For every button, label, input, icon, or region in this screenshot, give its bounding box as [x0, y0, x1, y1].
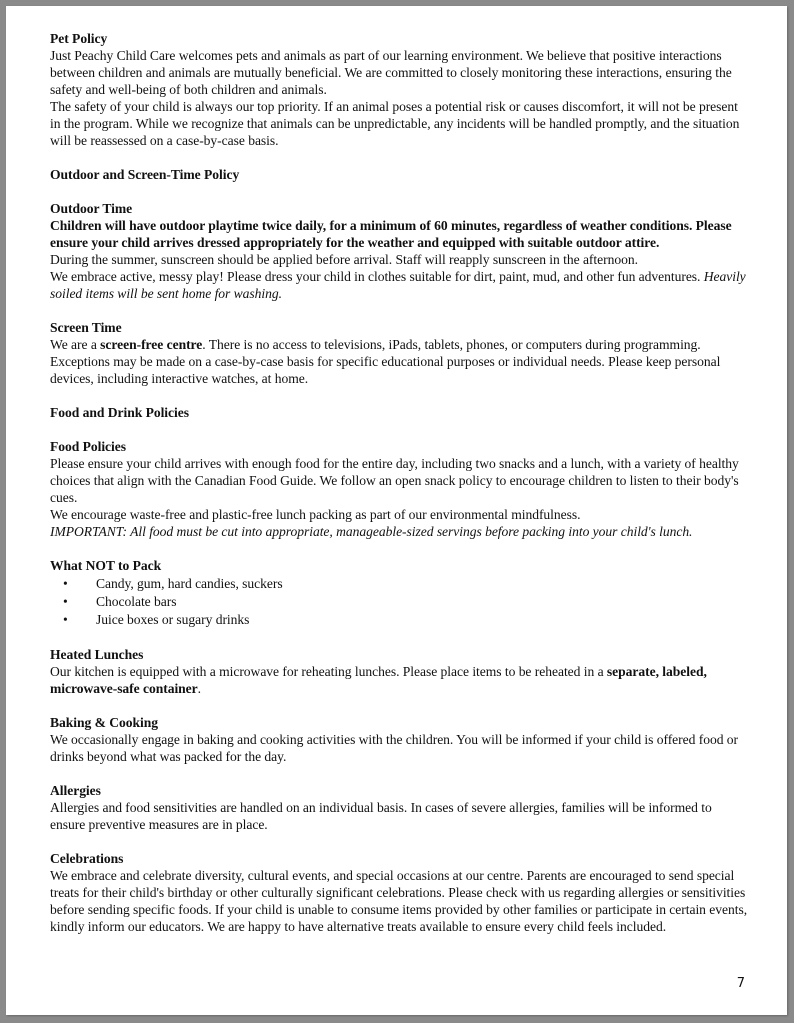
food-policies-section [50, 438, 750, 540]
spacer [50, 302, 750, 319]
list-item-text: Chocolate bars [96, 594, 177, 609]
allergies-section [50, 782, 750, 833]
heated-lunches-text-start: Our kitchen is equipped with a microwave for reheating lunches. Please place items to be reheated in a [50, 664, 607, 679]
bullet-icon: • [63, 576, 68, 591]
list-item-text: Candy, gum, hard candies, suckers [96, 576, 283, 591]
spacer [50, 765, 750, 782]
screen-time-section [50, 319, 750, 387]
pet-policy-paragraph-1: Just Peachy Child Care welcomes pets and animals as part of our learning environment. We believe that positive interactions between children and animals are mutually beneficial. We are committed to closely monitoring these interactions, ensuring the safety and well-being of both children and animals. [50, 48, 732, 97]
outdoor-time-heading: Outdoor Time [50, 201, 133, 216]
screen-time-heading: Screen Time [50, 320, 122, 335]
spacer [50, 387, 750, 404]
page-content [50, 30, 750, 935]
spacer [50, 149, 750, 166]
spacer [50, 421, 750, 438]
soiled-items-note: Heavily soiled items will be sent home for washing. [50, 269, 746, 301]
screen-time-text-start: We are a [50, 337, 101, 352]
celebrations-paragraph: We embrace and celebrate diversity, cultural events, and special occasions at our centre. Parents are encouraged to send special treats for their child's birthday or other culturally significant celebrations. Please check with us regarding allergies or sensitivities before sending specific foods. If your child is unable to consume items provided by other families or participate in certain events, kindly inform our educators. We are happy to have alternative treats available to ensure every child feels included. [50, 868, 748, 934]
baking-cooking-heading: Baking & Cooking [50, 715, 158, 730]
heated-lunches-text-end: . [197, 681, 202, 696]
food-policies-heading: Food Policies [50, 439, 126, 454]
screen-free-centre-emphasis: screen-free centre [100, 337, 203, 352]
what-not-to-pack-list [50, 575, 750, 629]
page-number: 7 [736, 976, 745, 991]
container-emphasis: separate, labeled, microwave-safe container [50, 664, 707, 696]
list-item [50, 611, 750, 629]
pet-policy-section [50, 30, 750, 149]
list-item [50, 593, 750, 611]
outdoor-time-bold-statement [50, 217, 750, 251]
document-page [6, 6, 787, 1015]
heated-lunches-heading: Heated Lunches [50, 647, 144, 662]
food-drink-policies-title: Food and Drink Policies [50, 405, 189, 420]
pet-policy-heading: Pet Policy [50, 31, 108, 46]
list-item [50, 575, 750, 593]
celebrations-heading: Celebrations [50, 851, 124, 866]
allergies-heading: Allergies [50, 783, 101, 798]
outdoor-screen-policy-title: Outdoor and Screen-Time Policy [50, 167, 240, 182]
outdoor-time-sunscreen-paragraph: During the summer, sunscreen should be applied before arrival. Staff will reapply sunscreen in the afternoon. [50, 252, 638, 267]
baking-cooking-paragraph: We occasionally engage in baking and cooking activities with the children. You will be informed if your child is offered food or drinks beyond what was packed for the day. [50, 732, 739, 764]
bullet-icon: • [63, 594, 68, 609]
spacer [50, 697, 750, 714]
allergies-paragraph: Allergies and food sensitivities are handled on an individual basis. In cases of severe allergies, families will be informed to ensure preventive measures are in place. [50, 800, 712, 832]
screen-time-text-end: . There is no access to televisions, iPads, tablets, phones, or computers during programming. Exceptions may be made on a case-by-case basis for specific educational purposes or individual needs. Please keep personal devices, including interactive watches, at home. [50, 337, 721, 386]
spacer [50, 540, 750, 557]
what-not-to-pack-heading: What NOT to Pack [50, 558, 162, 573]
spacer [50, 629, 750, 646]
baking-cooking-section [50, 714, 750, 765]
spacer [50, 833, 750, 850]
bullet-icon: • [63, 612, 68, 627]
list-item-text: Juice boxes or sugary drinks [96, 612, 250, 627]
food-policies-paragraph-1: Please ensure your child arrives with enough food for the entire day, including two snacks and a lunch, with a variety of healthy choices that align with the Canadian Food Guide. We follow an open snack policy to encourage children to listen to their body's cues. [50, 456, 739, 505]
outdoor-time-section [50, 200, 750, 302]
food-policies-important-note: IMPORTANT: All food must be cut into appropriate, manageable-sized servings before packing into your child's lunch. [50, 524, 693, 539]
outdoor-time-bold-text: Children will have outdoor playtime twice daily, for a minimum of 60 minutes, regardless of weather conditions. Please ensure your child arrives dressed appropriately for the weather and equipped with suitable outdoor attire. [50, 218, 732, 250]
what-not-to-pack-section [50, 557, 750, 629]
outdoor-time-messy-play-paragraph [50, 268, 750, 302]
pet-policy-paragraph-2: The safety of your child is always our top priority. If an animal poses a potential risk or causes discomfort, it will not be present in the program. While we recognize that animals can be unpredictable, any incidents will be handled promptly, and the situation will be reassessed on a case-by-case basis. [50, 99, 740, 148]
spacer [50, 183, 750, 200]
heated-lunches-paragraph [50, 663, 750, 697]
heated-lunches-section [50, 646, 750, 697]
screen-time-paragraph [50, 336, 750, 387]
food-policies-paragraph-2: We encourage waste-free and plastic-free lunch packing as part of our environmental mindfulness. [50, 507, 581, 522]
celebrations-section [50, 850, 750, 935]
messy-play-text: We embrace active, messy play! Please dress your child in clothes suitable for dirt, paint, mud, and other fun adventures. [50, 269, 704, 284]
